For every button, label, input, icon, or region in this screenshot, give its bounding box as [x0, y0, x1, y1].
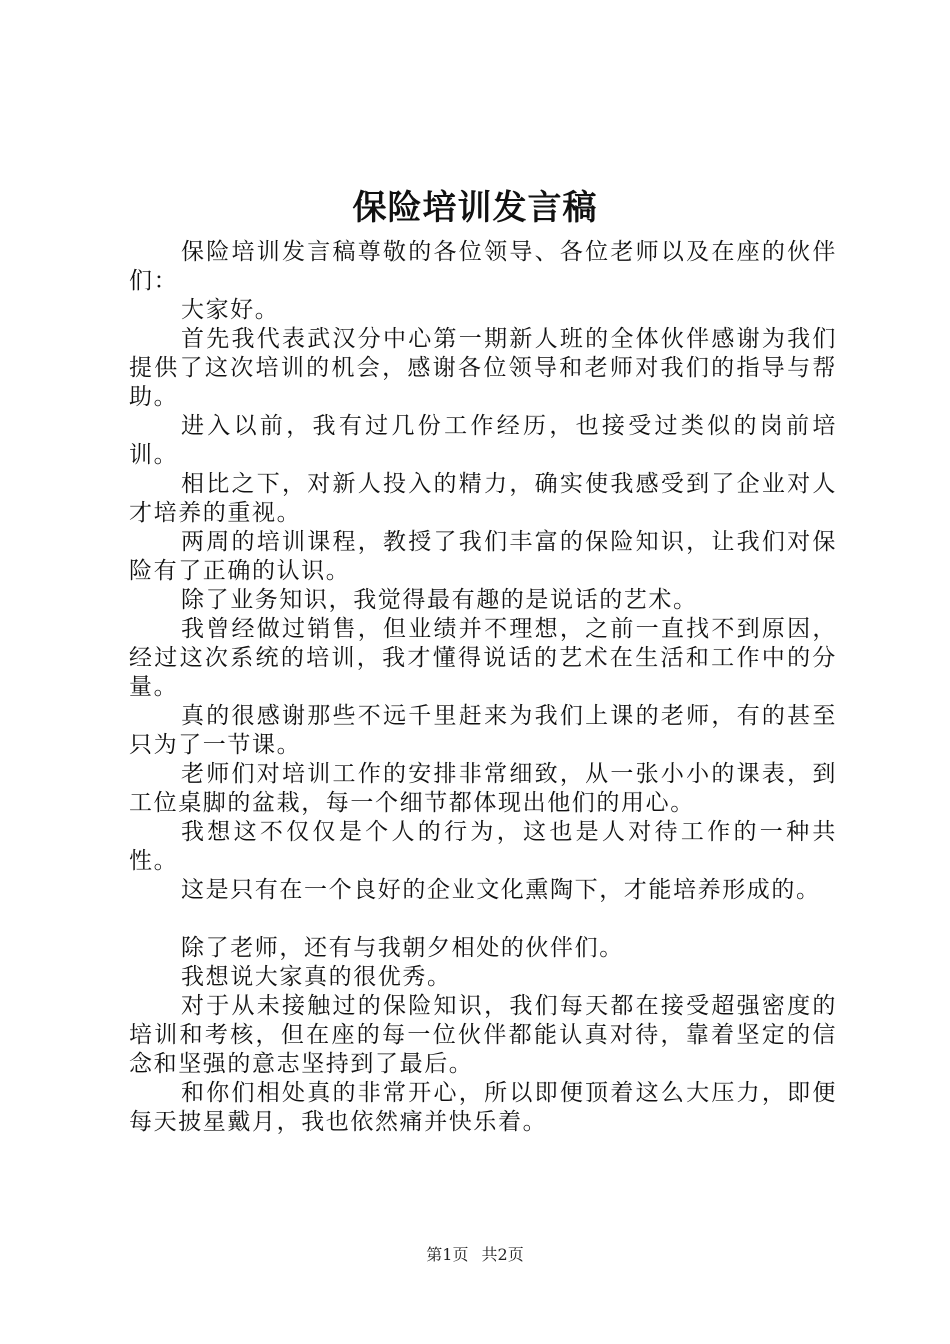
- paragraph: 除了业务知识，我觉得最有趣的是说话的艺术。: [181, 587, 698, 613]
- paragraph: 对于从未接触过的保险知识，我们每天都在接受超强密度的培训和考核，但在座的每一位伙伴都能认真对待，靠着坚定的信念和坚强的意志坚持到了最后。: [129, 993, 837, 1077]
- paragraph: 老师们对培训工作的安排非常细致，从一张小小的课表，到工位桌脚的盆栽，每一个细节都体现出他们的用心。: [129, 761, 837, 816]
- page-footer: [0, 1244, 950, 1266]
- page-number: 第1页: [426, 1245, 469, 1264]
- paragraph: 我想说大家真的很优秀。: [181, 964, 452, 990]
- paragraph: 真的很感谢那些不远千里赶来为我们上课的老师，有的甚至只为了一节课。: [129, 703, 837, 758]
- paragraph: 我想这不仅仅是个人的行为，这也是人对待工作的一种共性。: [129, 819, 837, 874]
- document-body: [129, 238, 837, 1137]
- page-total: 共2页: [481, 1245, 524, 1264]
- paragraph: 和你们相处真的非常开心，所以即便顶着这么大压力，即便每天披星戴月，我也依然痛并快乐着。: [129, 1080, 837, 1135]
- paragraph: 两周的培训课程，教授了我们丰富的保险知识，让我们对保险有了正确的认识。: [129, 529, 837, 584]
- paragraph: 进入以前，我有过几份工作经历，也接受过类似的岗前培训。: [129, 413, 837, 468]
- paragraph: 首先我代表武汉分中心第一期新人班的全体伙伴感谢为我们提供了这次培训的机会，感谢各位领导和老师对我们的指导与帮助。: [129, 326, 837, 410]
- paragraph: 大家好。: [181, 297, 280, 323]
- paragraph: 我曾经做过销售，但业绩并不理想，之前一直找不到原因，经过这次系统的培训，我才懂得说话的艺术在生活和工作中的分量。: [129, 616, 837, 700]
- document-title: 保险培训发言稿: [352, 188, 598, 228]
- paragraph: 相比之下，对新人投入的精力，确实使我感受到了企业对人才培养的重视。: [129, 471, 837, 526]
- paragraph: 除了老师，还有与我朝夕相处的伙伴们。: [181, 935, 624, 961]
- paragraph: 这是只有在一个良好的企业文化熏陶下，才能培养形成的。: [181, 877, 821, 903]
- paragraph: 保险培训发言稿尊敬的各位领导、各位老师以及在座的伙伴们：: [129, 239, 837, 294]
